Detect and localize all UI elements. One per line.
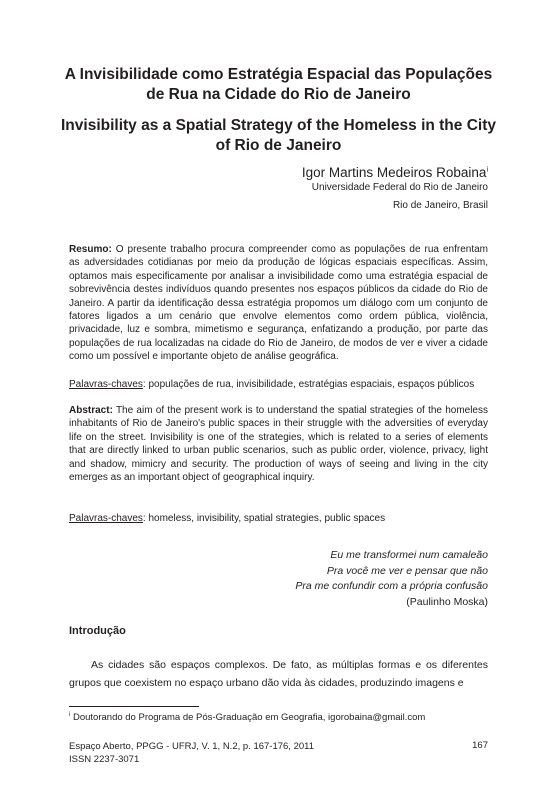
title-portuguese: A Invisibilidade como Estratégia Espacial das Populações de Rua na Cidade do Rio de Janeiro (64, 66, 493, 103)
resumo-label: Resumo: (69, 244, 112, 255)
intro-paragraph: As cidades são espaços complexos. De fato, as múltiplas formas e os diferentes grupos que coexistem no espaço urbano dão vida às cidades, produzindo imagens e (69, 659, 488, 689)
title-english: Invisibility as a Spatial Strategy of the Homeless in the City of Rio de Janeiro (61, 117, 496, 154)
journal-issn: ISSN 2237-3071 (69, 754, 140, 765)
author-location: Rio de Janeiro, Brasil (392, 200, 488, 211)
epigraph (295, 548, 488, 610)
keywords-portuguese (69, 378, 488, 391)
abstract-label: Abstract: (69, 405, 113, 416)
author-name-text: Igor Martins Medeiros Robaina (301, 165, 487, 180)
author-affiliation: Universidade Federal do Rio de Janeiro (311, 182, 488, 193)
keywords-en-text: : homeless, invisibility, spatial strategies, public spaces (142, 513, 386, 524)
footnote (69, 712, 425, 723)
footnote-divider (69, 706, 199, 707)
section-heading-introducao: Introdução (69, 625, 126, 637)
abstract-text: The aim of the present work is to understand the spatial strategies of the homeless inhabitants of Rio de Janeiro's public spaces in their struggle with the adversities of everyday life on the street. Invisibility is one of the strategies, which is related to a series of elements that are directly linked to urban public scenarios, such as public order, violence, privacy, light and shadow, mimicry and security. The production of ways of seeing and living in the city emerges as an important object of geographical inquiry. (69, 405, 488, 484)
journal-citation: Espaço Aberto, PPGG - UFRJ, V. 1, N.2, p. 167-176, 2011 (69, 741, 315, 752)
page-number: 167 (472, 740, 488, 751)
footnote-text: Doutorando do Programa de Pós-Graduação em Geografia, igorobaina@gmail.com (70, 712, 426, 724)
epigraph-line: Pra me confundir com a própria confusão (295, 580, 488, 592)
keywords-pt-label: Palavras-chaves (69, 379, 143, 390)
resumo-text: O presente trabalho procura compreender como as populações de rua enfrentam as adversidades cotidianas por meio da produção de lógicas espaciais específicas. Assim, optamos mais especificamente por analisar a invisibilidade como uma estratégia espacial de sobrevivência destes indivíduos quando presentes nos espaços públicos da cidade do Rio de Janeiro. A partir da identificação dessa estratégia propomos um diálogo com um conjunto de fatores ligados a um cenário que envolve elementos como ordem pública, violência, privacidade, luz e sombra, mimetismo e segurança, enfatizando a produção, por parte das populações de rua localizadas na cidade do Rio de Janeiro, de modos de ver e viver a cidade como um possível e importante objeto de análise geográfica. (69, 244, 488, 363)
author-name (302, 165, 488, 180)
abstract-paragraph (69, 404, 488, 484)
author-footnote-mark[interactable]: i (486, 166, 488, 174)
epigraph-line: Pra você me ver e pensar que não (326, 564, 488, 577)
keywords-pt-text: : populações de rua, invisibilidade, estratégias espaciais, espaços públicos (142, 379, 475, 390)
epigraph-line: Eu me transformei num camaleão (330, 549, 488, 561)
epigraph-attribution: (Paulinho Moska) (406, 595, 488, 608)
keywords-en-label: Palavras-chaves (69, 513, 143, 524)
footnote-mark: i (69, 712, 71, 718)
journal-info (69, 740, 314, 766)
resumo-paragraph (69, 243, 488, 364)
keywords-english (69, 512, 488, 525)
